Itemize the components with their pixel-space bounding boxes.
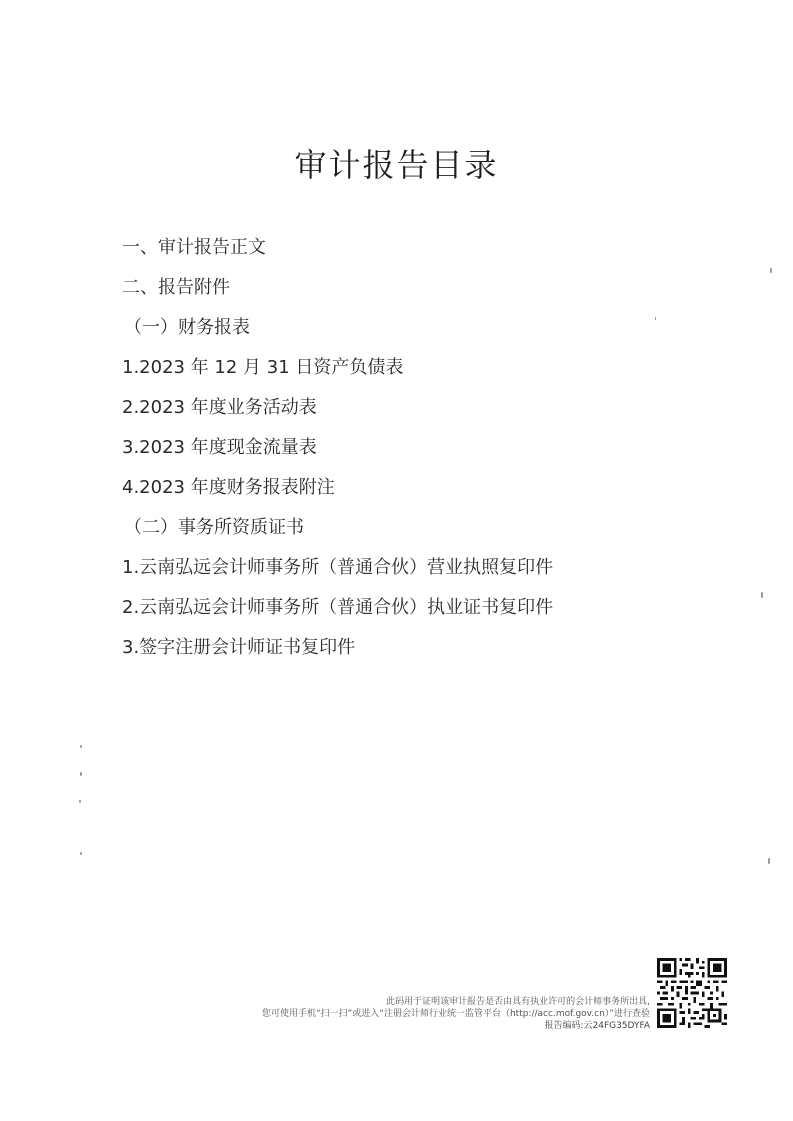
qr-code-icon: [657, 958, 727, 1028]
report-code: 报告编码:云24FG35DYFA: [544, 1021, 650, 1031]
verification-line-1: 此码用于证明该审计报告是否由具有执业许可的会计师事务所出具,: [386, 997, 650, 1007]
toc-item-cash-flow-statement: 3.2023 年度现金流量表: [122, 437, 317, 458]
verification-line-2: 您可使用手机“扫一扫”或进入“注册会计师行业统一监管平台（http://acc.mof.gov.cn）”进行查验: [261, 1009, 650, 1019]
page-title: 审计报告目录: [294, 146, 499, 184]
toc-item-practice-certificate: 2.云南弘远会计师事务所（普通合伙）执业证书复印件: [122, 597, 554, 618]
toc-item-cpa-certificates: 3.签字注册会计师证书复印件: [122, 637, 356, 658]
toc-item-activity-statement: 2.2023 年度业务活动表: [122, 397, 317, 418]
toc-item-business-license: 1.云南弘远会计师事务所（普通合伙）营业执照复印件: [122, 557, 554, 578]
toc-item-financial-statements: （一）财务报表: [124, 317, 250, 338]
verification-note: [210, 996, 650, 1032]
table-of-contents: [122, 228, 722, 668]
toc-item-balance-sheet: 1.2023 年 12 月 31 日资产负债表: [122, 357, 404, 378]
toc-item-main-report: 一、审计报告正文: [122, 237, 266, 258]
toc-item-firm-certificates: （二）事务所资质证书: [124, 517, 304, 538]
toc-item-financial-notes: 4.2023 年度财务报表附注: [122, 477, 335, 498]
toc-item-attachments: 二、报告附件: [122, 277, 230, 298]
